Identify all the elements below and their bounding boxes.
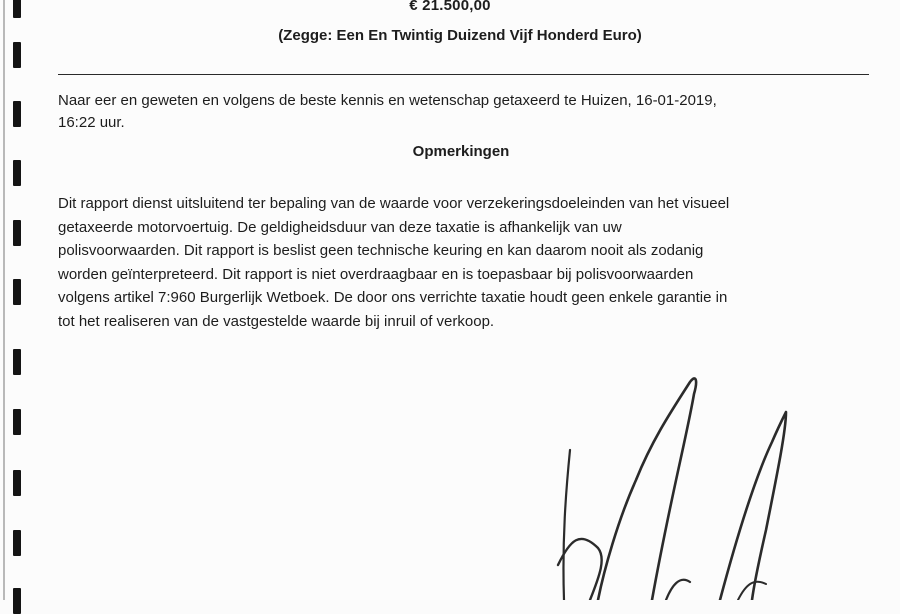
remarks-line: volgens artikel 7:960 Burgerlijk Wetboek. De door ons verrichte taxatie houdt geen enkele garantie in [58, 289, 728, 306]
signature-icon [540, 370, 840, 600]
binding-hole [13, 470, 21, 496]
binding-hole [13, 160, 21, 186]
spiral-binding [0, 0, 40, 600]
remarks-heading: Opmerkingen [412, 143, 510, 160]
remarks-paragraph [58, 192, 870, 333]
appraisal-amount: € 21.500,00 [409, 0, 491, 14]
attestation-line: Naar eer en geweten en volgens de beste kennis en wetenschap getaxeerd te Huizen, 16-01-2019, [58, 92, 717, 109]
remarks-line: worden geïnterpreteerd. Dit rapport is niet overdraagbaar en is toepasbaar bij polisvoorwaarden [58, 265, 694, 283]
binding-edge [3, 0, 5, 600]
attestation-line: 16:22 uur. [58, 114, 125, 131]
remarks-line: Dit rapport dienst uitsluitend ter bepaling van de waarde voor verzekeringsdoeleinden van het visueel [58, 195, 730, 212]
divider-line [58, 74, 869, 75]
binding-hole [13, 530, 21, 556]
remarks-line: tot het realiseren van de vastgestelde waarde bij inruil of verkoop. [58, 312, 495, 330]
remarks-line: polisvoorwaarden. Dit rapport is beslist geen technische keuring en kan daarom nooit als zodanig [58, 242, 704, 259]
binding-hole [13, 279, 21, 305]
binding-hole [13, 409, 21, 435]
attestation-text [58, 90, 870, 134]
remarks-line: getaxeerde motorvoertuig. De geldigheidsduur van deze taxatie is afhankelijk van uw [58, 218, 622, 236]
binding-hole [13, 588, 21, 614]
binding-hole [13, 42, 21, 68]
binding-hole [13, 220, 21, 246]
binding-hole [13, 101, 21, 127]
amount-in-words: (Zegge: Een En Twintig Duizend Vijf Honderd Euro) [278, 27, 642, 44]
binding-hole [13, 349, 21, 375]
